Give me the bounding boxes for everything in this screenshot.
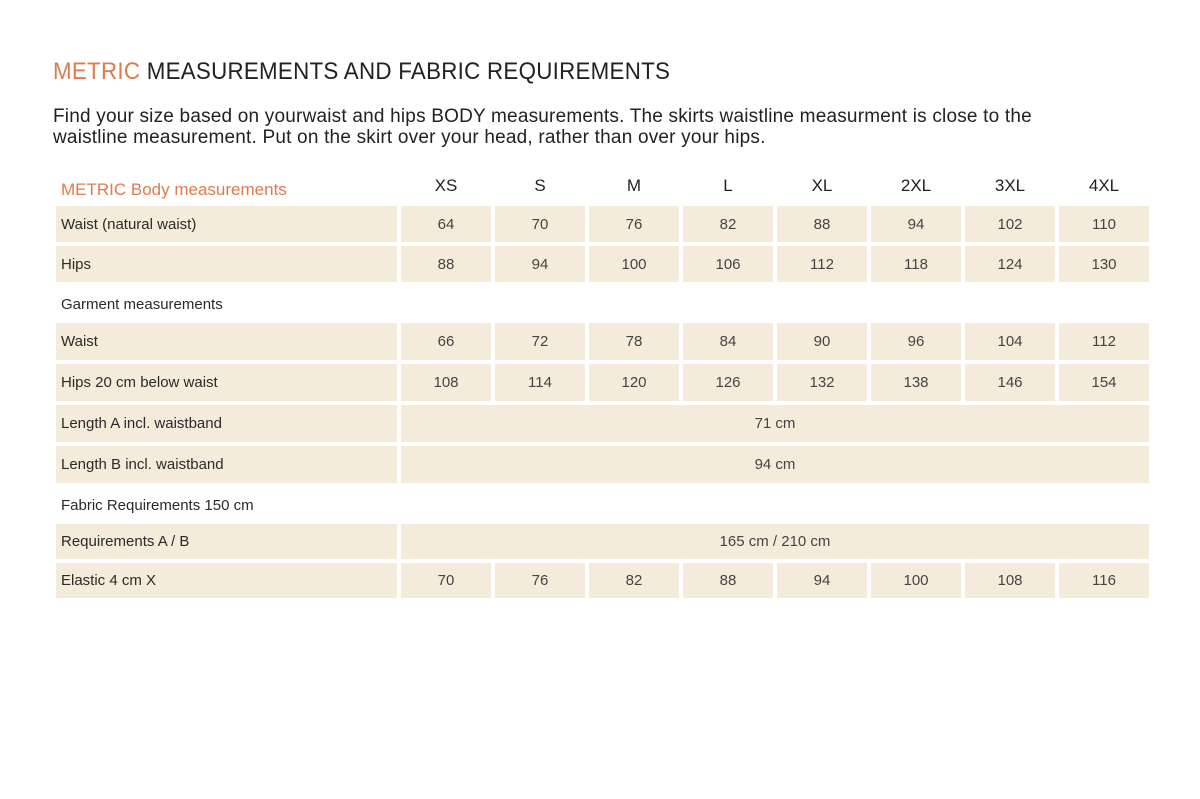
- table-cell: 70: [495, 206, 585, 242]
- length-b-value: 94 cm: [401, 446, 1149, 483]
- table-cell: 88: [683, 563, 773, 598]
- table-cell: 66: [401, 323, 491, 360]
- row-label-length-b: Length B incl. waistband: [56, 446, 397, 483]
- size-header-4xl: 4XL: [1088, 176, 1120, 195]
- table-cell: 82: [683, 206, 773, 242]
- table-cell: 114: [495, 364, 585, 401]
- row-label-length-a: Length A incl. waistband: [56, 405, 397, 442]
- table-cell: 84: [683, 323, 773, 360]
- table-cell: 126: [683, 364, 773, 401]
- page-title: [53, 58, 670, 86]
- table-cell: 108: [401, 364, 491, 401]
- row-label-garment-waist: Waist: [56, 323, 397, 360]
- table-cell: 76: [589, 206, 679, 242]
- title-accent: METRIC: [53, 58, 141, 85]
- table-cell: 90: [777, 323, 867, 360]
- table-cell: 100: [871, 563, 961, 598]
- row-label-garment-hips: Hips 20 cm below waist: [56, 364, 397, 401]
- table-cell: 96: [871, 323, 961, 360]
- table-cell: 118: [871, 246, 961, 282]
- table-cell: 94: [871, 206, 961, 242]
- row-label-requirements: Requirements A / B: [56, 524, 397, 559]
- table-cell: 88: [777, 206, 867, 242]
- table-cell: 112: [1059, 323, 1149, 360]
- row-label-body-waist: Waist (natural waist): [56, 206, 397, 242]
- table-cell: 110: [1059, 206, 1149, 242]
- size-header-m: M: [626, 176, 642, 195]
- table-cell: 76: [495, 563, 585, 598]
- table-cell: 108: [965, 563, 1055, 598]
- table-cell: 102: [965, 206, 1055, 242]
- table-cell: 146: [965, 364, 1055, 401]
- size-header-xs: XS: [434, 176, 458, 195]
- table-cell: 82: [589, 563, 679, 598]
- table-cell: 124: [965, 246, 1055, 282]
- table-cell: 64: [401, 206, 491, 242]
- table-cell: 94: [495, 246, 585, 282]
- section-fabric-requirements: Fabric Requirements 150 cm: [61, 497, 254, 514]
- table-cell: 116: [1059, 563, 1149, 598]
- table-cell: 106: [683, 246, 773, 282]
- table-cell: 70: [401, 563, 491, 598]
- table-cell: 94: [777, 563, 867, 598]
- size-header-s: S: [534, 176, 546, 195]
- table-cell: 104: [965, 323, 1055, 360]
- table-header-label: METRIC Body measurements: [61, 180, 287, 199]
- table-cell: 112: [777, 246, 867, 282]
- table-cell: 132: [777, 364, 867, 401]
- intro-text: Find your size based on yourwaist and hips BODY measurements. The skirts waistline measurment is close to the waistline measurement. Put on the skirt over your head, rather than over your hips.: [53, 106, 1032, 148]
- row-label-elastic: Elastic 4 cm X: [56, 563, 397, 598]
- size-header-l: L: [723, 176, 733, 195]
- table-cell: 72: [495, 323, 585, 360]
- requirements-value: 165 cm / 210 cm: [401, 524, 1149, 559]
- table-cell: 88: [401, 246, 491, 282]
- table-cell: 120: [589, 364, 679, 401]
- size-header-2xl: 2XL: [900, 176, 932, 195]
- size-header-xl: XL: [811, 176, 833, 195]
- table-cell: 138: [871, 364, 961, 401]
- length-a-value: 71 cm: [401, 405, 1149, 442]
- table-cell: 78: [589, 323, 679, 360]
- table-cell: 154: [1059, 364, 1149, 401]
- title-rest: MEASUREMENTS AND FABRIC REQUIREMENTS: [140, 58, 671, 85]
- table-cell: 130: [1059, 246, 1149, 282]
- size-header-3xl: 3XL: [994, 176, 1026, 195]
- row-label-body-hips: Hips: [56, 246, 397, 282]
- section-garment-measurements: Garment measurements: [61, 296, 223, 313]
- size-table: [56, 172, 1149, 598]
- table-cell: 100: [589, 246, 679, 282]
